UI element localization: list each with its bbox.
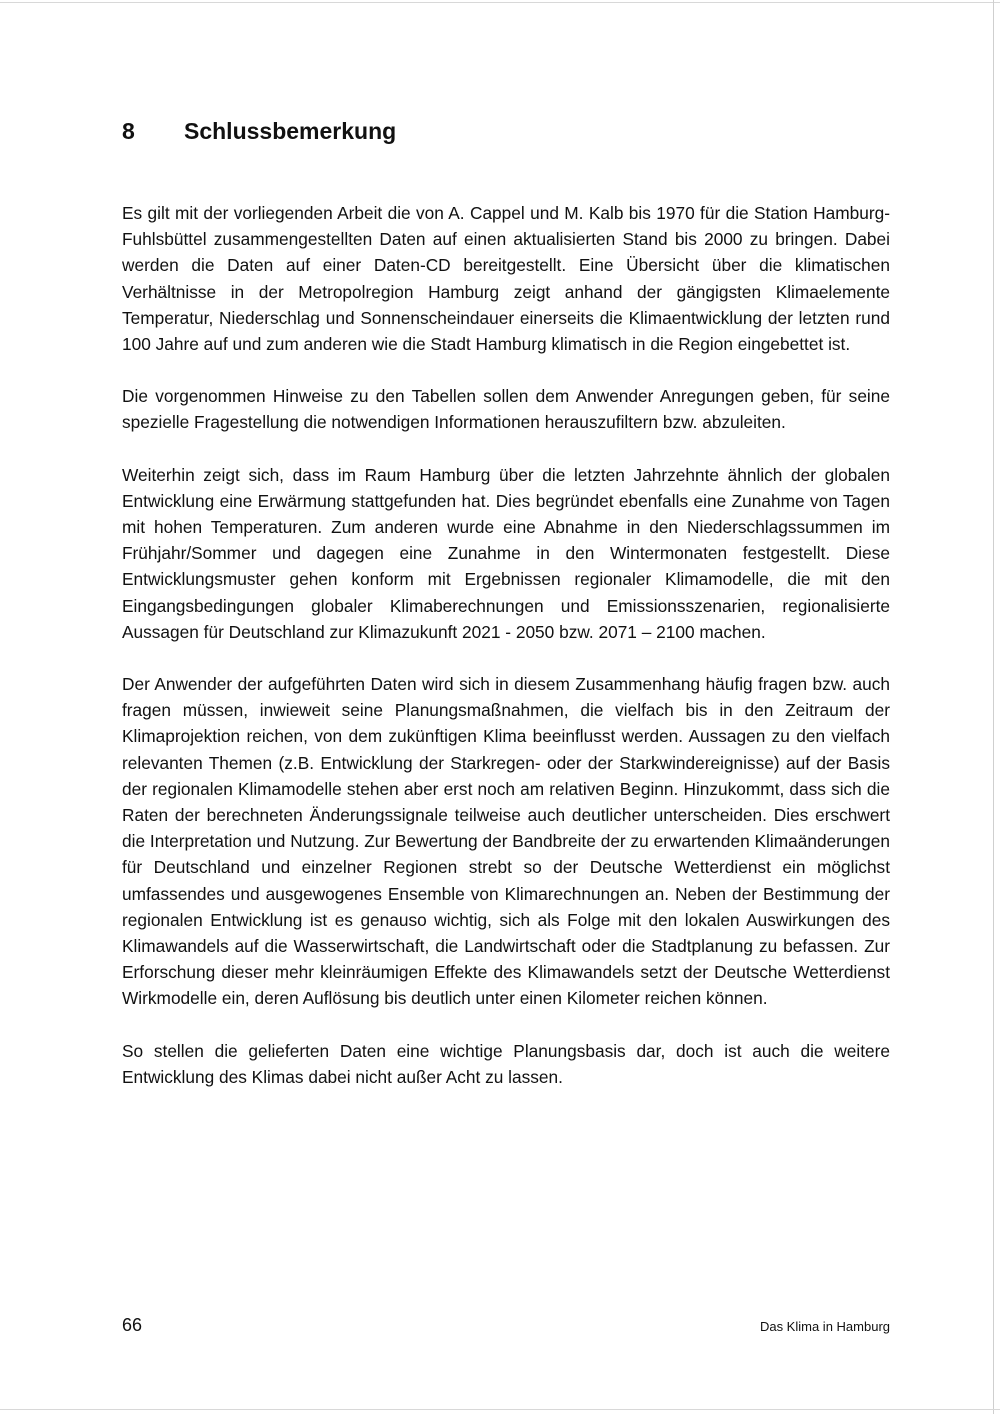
section-number: 8 bbox=[122, 118, 135, 144]
page-number: 66 bbox=[122, 1315, 143, 1335]
section-title: Schlussbemerkung bbox=[184, 118, 397, 144]
body-text bbox=[122, 200, 890, 1116]
paragraph: Weiterhin zeigt sich, dass im Raum Hamburg über die letzten Jahrzehnte ähnlich der globalen Entwicklung eine Erwärmung stattgefunden hat. Dies begründet ebenfalls eine Zunahme von Tagen mit hohen Temperaturen. Zum anderen wurde eine Abnahme in den Niederschlagssummen im Frühjahr/Sommer und dagegen eine Zunahme in den Wintermonaten festgestellt. Diese Entwicklungsmuster gehen konform mit Ergebnissen regionaler Klimamodelle, die mit den Eingangsbedingungen globaler Klimaberechnungen und Emissionsszenarien, regionalisierte Aussagen für Deutschland zur Klimazukunft 2021 - 2050 bzw. 2071 – 2100 machen. bbox=[122, 464, 890, 642]
paragraph: Die vorgenommen Hinweise zu den Tabellen sollen dem Anwender Anregungen geben, für seine spezielle Fragestellung die notwendigen Informationen herauszufiltern bzw. abzuleiten. bbox=[122, 386, 890, 433]
scan-edge-bottom bbox=[0, 1409, 1000, 1410]
paragraph: So stellen die gelieferten Daten eine wichtige Planungsbasis dar, doch ist auch die weitere Entwicklung des Klimas dabei nicht außer Acht zu lassen. bbox=[122, 1040, 890, 1087]
paragraph: Es gilt mit der vorliegenden Arbeit die von A. Cappel und M. Kalb bis 1970 für die Station Hamburg-Fuhlsbüttel zusammengestellten Daten auf einen aktualisierten Stand bis 2000 zu bringen. Dabei werden die Daten auf einer Daten-CD bereitgestellt. Eine Übersicht über die klimatischen Verhältnisse in der Metropolregion Hamburg zeigt anhand der gängigsten Klimaelemente Temperatur, Niederschlag und Sonnenscheindauer einerseits die Klimaentwicklung der letzten rund 100 Jahre auf und zum anderen wie die Stadt Hamburg klimatisch in die Region eingebettet ist. bbox=[122, 203, 890, 355]
page-footer bbox=[122, 1315, 890, 1336]
scan-edge-top bbox=[0, 2, 1000, 3]
running-title: Das Klima in Hamburg bbox=[759, 1319, 890, 1334]
paragraph: Der Anwender der aufgeführten Daten wird sich in diesem Zusammenhang häufig fragen bzw. auch fragen müssen, inwieweit seine Planungsmaßnahmen, die vielfach bis in den Zeitraum der Klimaprojektion reichen, von dem zukünftigen Klima beeinflusst werden. Aussagen zu den vielfach relevanten Themen (z.B. Entwicklung der Starkregen- oder der Starkwindereignisse) auf der Basis der regionalen Klimamodelle stehen aber erst noch am relativen Beginn. Hinzukommt, dass sich die Raten der berechneten Änderungssignale teilweise auch deutlicher unterscheiden. Dies erschwert die Interpretation und Nutzung. Zur Bewertung der Bandbreite der zu erwartenden Klimaänderungen für Deutschland und einzelner Regionen strebt so der Deutsche Wetterdienst ein möglichst umfassendes und ausgewogenes Ensemble von Klimarechnungen an. Neben der Bestimmung der regionalen Entwicklung ist es genauso wichtig, sich als Folge mit den lokalen Auswirkungen des Klimawandels auf die Wasserwirtschaft, die Landwirtschaft oder die Stadtplanung zu befassen. Zur Erforschung dieser mehr kleinräumigen Effekte des Klimawandels setzt der Deutsche Wetterdienst Wirkmodelle ein, deren Auflösung bis deutlich unter einen Kilometer reichen können. bbox=[122, 674, 890, 1009]
scan-edge-right bbox=[993, 0, 994, 1414]
section-heading bbox=[122, 118, 396, 145]
